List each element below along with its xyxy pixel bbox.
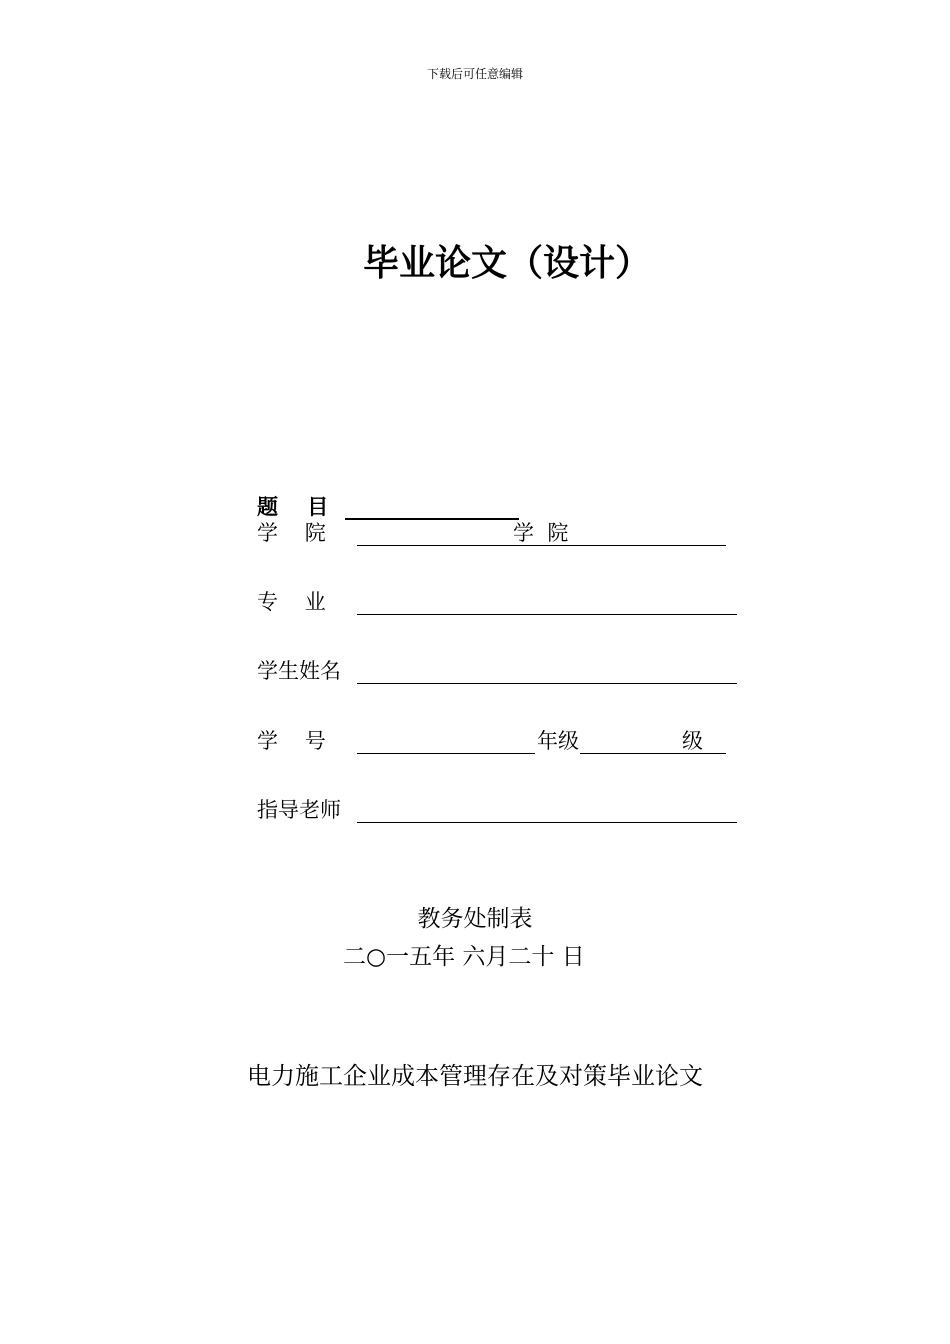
college-label: 学 院 bbox=[257, 521, 326, 545]
student-name-label: 学生姓名 bbox=[257, 659, 341, 683]
date: 二○一五年 六月二十 日 bbox=[343, 944, 585, 970]
student-id-field[interactable] bbox=[357, 727, 535, 754]
issuer: 教务处制表 bbox=[417, 906, 533, 932]
college-value: 学 院 bbox=[513, 521, 569, 545]
topic-field[interactable] bbox=[345, 492, 519, 520]
grade-label: 年级 bbox=[537, 729, 579, 753]
document-title: 电力施工企业成本管理存在及对策毕业论文 bbox=[247, 1062, 703, 1090]
header-note: 下载后可任意编辑 bbox=[426, 67, 523, 81]
major-label: 专 业 bbox=[257, 590, 326, 614]
advisor-label: 指导老师 bbox=[257, 798, 341, 822]
topic-label: 题 目 bbox=[257, 494, 329, 519]
advisor-field[interactable] bbox=[357, 796, 737, 823]
student-name-field[interactable] bbox=[357, 657, 737, 684]
form-row-student-id bbox=[257, 726, 737, 758]
grade-field[interactable] bbox=[580, 727, 726, 754]
grade-suffix: 级 bbox=[682, 729, 703, 753]
student-id-label: 学 号 bbox=[257, 729, 326, 753]
form-row-advisor bbox=[257, 795, 747, 827]
form-row-college bbox=[257, 518, 737, 550]
form-row-major bbox=[257, 587, 747, 619]
main-title: 毕业论文（设计） bbox=[363, 242, 652, 284]
major-field[interactable] bbox=[357, 588, 737, 615]
form-row-student-name bbox=[257, 656, 747, 688]
